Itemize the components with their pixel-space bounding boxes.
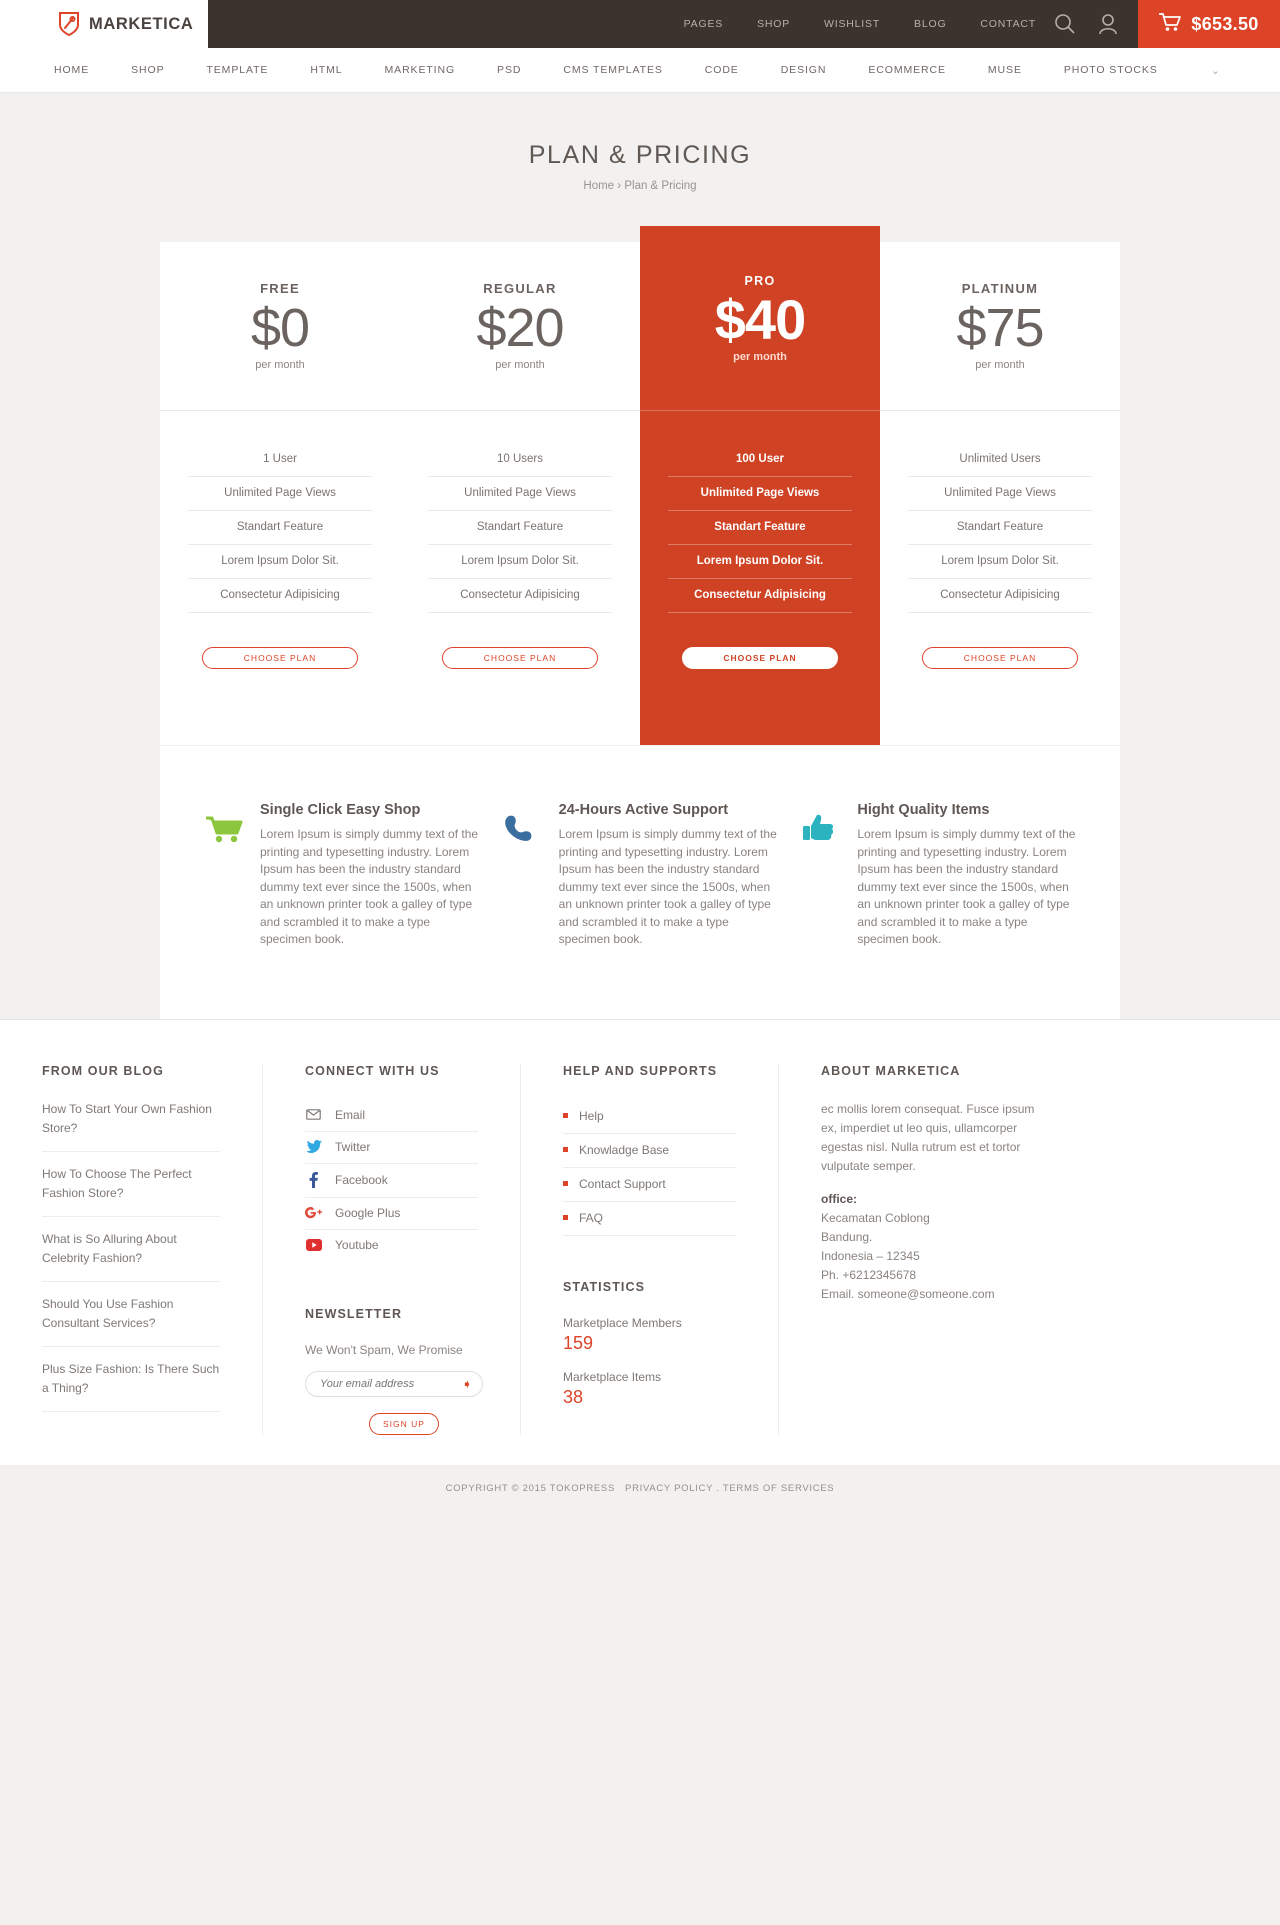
- top-nav-item-wishlist[interactable]: WISHLIST: [824, 18, 881, 30]
- top-nav-item-pages[interactable]: PAGES: [683, 18, 724, 30]
- plan-feature: Unlimited Page Views: [188, 477, 372, 511]
- footer-help-link-faq[interactable]: [563, 1202, 736, 1236]
- nav-item-ecommerce[interactable]: ECOMMERCE: [868, 64, 946, 76]
- footer-social-label: Google Plus: [335, 1205, 401, 1220]
- footer-blog-link[interactable]: Should You Use Fashion Consultant Services?: [42, 1295, 220, 1347]
- footer-social-twitter[interactable]: [305, 1132, 478, 1164]
- bullet-icon: [563, 1147, 568, 1152]
- breadcrumb-home[interactable]: Home: [583, 180, 615, 192]
- plan-body: [880, 411, 1120, 729]
- google-plus-icon: [305, 1207, 322, 1219]
- newsletter-email-input[interactable]: [305, 1371, 483, 1397]
- perk-title: Hight Quality Items: [857, 802, 990, 818]
- top-nav-item-shop[interactable]: SHOP: [757, 18, 791, 30]
- footer-blog-title: FROM OUR BLOG: [42, 1063, 164, 1078]
- plan-name: PRO: [744, 273, 776, 288]
- user-icon[interactable]: [1098, 13, 1118, 35]
- office-line-3: Indonesia – 12345: [821, 1248, 920, 1263]
- plan-name: REGULAR: [483, 281, 557, 296]
- plan-feature: 10 Users: [428, 453, 612, 477]
- office-line-5: Email. someone@someone.com: [821, 1286, 995, 1301]
- plan-feature: Standart Feature: [908, 511, 1092, 545]
- perk-text: Lorem Ipsum is simply dummy text of the printing and typesetting industry. Lorem Ipsum has been the industry standard dummy text ever since the 1500s, when an unknown printer took a galley of type and scrambled it to make a type specimen book.: [857, 827, 1076, 946]
- plan-feature: Unlimited Users: [908, 453, 1092, 477]
- nav-item-muse[interactable]: MUSE: [987, 64, 1022, 76]
- cart-total: $653.50: [1191, 13, 1259, 34]
- stat-label-items: Marketplace Items: [563, 1369, 662, 1384]
- choose-plan-button-pro[interactable]: CHOOSE PLAN: [682, 647, 838, 669]
- content-card: [160, 242, 1120, 1019]
- email-icon: [305, 1109, 322, 1120]
- office-line-1: Kecamatan Coblong: [821, 1210, 930, 1225]
- nav-item-photo-stocks[interactable]: PHOTO STOCKS: [1063, 64, 1158, 76]
- top-bar: [0, 0, 1280, 48]
- breadcrumb-current: Plan & Pricing: [624, 180, 697, 192]
- plan-feature: Standart Feature: [668, 511, 852, 545]
- pricing-plan-platinum: [880, 242, 1120, 745]
- plan-name: FREE: [260, 281, 300, 296]
- nav-item-home[interactable]: HOME: [54, 64, 90, 76]
- stat-label-members: Marketplace Members: [563, 1315, 682, 1330]
- newsletter-subtitle: We Won't Spam, We Promise: [305, 1342, 463, 1357]
- perk-item: [801, 802, 1076, 949]
- footer-blog-link[interactable]: What is So Alluring About Celebrity Fashion?: [42, 1230, 220, 1282]
- copyright-bar: [0, 1465, 1280, 1518]
- plan-feature: Lorem Ipsum Dolor Sit.: [428, 545, 612, 579]
- phone-icon: [503, 802, 545, 949]
- terms-of-services-link[interactable]: TERMS OF SERVICES: [722, 1482, 835, 1494]
- plan-head: [640, 226, 880, 411]
- footer-blog-link[interactable]: Plus Size Fashion: Is There Such a Thing?: [42, 1360, 220, 1412]
- perk-title: Single Click Easy Shop: [260, 802, 421, 818]
- bullet-icon: [563, 1181, 568, 1186]
- footer-blog-link[interactable]: How To Choose The Perfect Fashion Store?: [42, 1165, 220, 1217]
- perk-item: [503, 802, 778, 949]
- top-nav-item-blog[interactable]: BLOG: [914, 18, 947, 30]
- pricing-plan-pro: [640, 226, 880, 745]
- footer-column-about: [778, 1064, 1078, 1435]
- plan-feature: 100 User: [668, 453, 852, 477]
- footer-column-blog: [0, 1064, 262, 1435]
- footer-column-connect: [262, 1064, 520, 1435]
- newsletter-input-wrap: [305, 1371, 483, 1397]
- footer-help-label: Contact Support: [579, 1176, 666, 1191]
- top-nav-item-contact[interactable]: CONTACT: [980, 18, 1036, 30]
- footer-help-title: HELP AND SUPPORTS: [563, 1063, 718, 1078]
- plan-head: [400, 242, 640, 411]
- bullet-icon: [563, 1215, 568, 1220]
- breadcrumb-separator: ›: [617, 180, 622, 192]
- footer-social-label: Facebook: [335, 1172, 388, 1187]
- plan-feature: Unlimited Page Views: [668, 477, 852, 511]
- footer-help-label: Help: [579, 1108, 604, 1123]
- perk-title: 24-Hours Active Support: [558, 802, 729, 818]
- footer-social-youtube[interactable]: [305, 1230, 478, 1261]
- copyright-separator: .: [716, 1482, 720, 1494]
- footer-social-label: Twitter: [335, 1139, 371, 1154]
- main-nav: [0, 48, 1280, 93]
- plan-feature: Unlimited Page Views: [428, 477, 612, 511]
- pricing-plan-free: [160, 242, 400, 745]
- newsletter-signup-button[interactable]: SIGN UP: [369, 1413, 439, 1435]
- logo[interactable]: [0, 0, 208, 48]
- plan-feature: Consectetur Adipisicing: [428, 579, 612, 613]
- nav-item-template[interactable]: TEMPLATE: [206, 64, 269, 76]
- page-title: PLAN & PRICING: [528, 141, 752, 169]
- privacy-policy-link[interactable]: PRIVACY POLICY: [625, 1482, 713, 1494]
- plan-feature: Consectetur Adipisicing: [668, 579, 852, 613]
- plan-feature: 1 User: [188, 453, 372, 477]
- brand-shield-icon: [58, 11, 80, 37]
- search-icon[interactable]: [1054, 13, 1076, 35]
- plan-price: $20: [476, 298, 564, 358]
- nav-item-code[interactable]: CODE: [704, 64, 739, 76]
- nav-item-psd[interactable]: PSD: [497, 64, 522, 76]
- send-arrow-icon[interactable]: ➧: [461, 1376, 472, 1391]
- footer-help-label: Knowladge Base: [579, 1142, 670, 1157]
- nav-item-cms-templates[interactable]: CMS TEMPLATES: [563, 64, 663, 76]
- bullet-icon: [563, 1113, 568, 1118]
- perks-section: [160, 745, 1120, 1019]
- plan-feature: Consectetur Adipisicing: [188, 579, 372, 613]
- plan-body: [160, 411, 400, 729]
- footer-connect-title: CONNECT WITH US: [305, 1063, 440, 1078]
- office-line-2: Bandung.: [821, 1229, 873, 1244]
- page-header: [0, 93, 1280, 222]
- plan-price: $0: [250, 298, 310, 358]
- plan-name: PLATINUM: [961, 281, 1039, 296]
- logo-text: MARKETICA: [89, 14, 194, 33]
- top-icon-group: [1054, 0, 1138, 48]
- chevron-down-icon[interactable]: ⌄: [1210, 64, 1220, 77]
- plan-feature: Consectetur Adipisicing: [908, 579, 1092, 613]
- office-label: office:: [821, 1191, 857, 1206]
- footer-about-text: ec mollis lorem consequat. Fusce ipsum ex, imperdiet ut leo quis, ullamcorper egestas nisl. Nulla rutrum est et tortor vulputate semper.: [821, 1101, 1035, 1173]
- cart-button[interactable]: [1138, 0, 1280, 48]
- plan-head: [160, 242, 400, 411]
- youtube-icon: [305, 1239, 322, 1251]
- footer-help-label: FAQ: [579, 1210, 604, 1225]
- plan-period: per month: [495, 359, 545, 371]
- stat-value-items: 38: [563, 1386, 584, 1407]
- footer-blog-link[interactable]: How To Start Your Own Fashion Store?: [42, 1100, 220, 1152]
- statistics-title: STATISTICS: [563, 1279, 646, 1294]
- copyright-text: COPYRIGHT © 2015 TOKOPRESS: [445, 1482, 615, 1494]
- footer-about-title: ABOUT MARKETICA: [821, 1063, 961, 1078]
- perk-text: Lorem Ipsum is simply dummy text of the printing and typesetting industry. Lorem Ipsum has been the industry standard dummy text ever since the 1500s, when an unknown printer took a galley of type and scrambled it to make a type specimen book.: [558, 827, 777, 946]
- choose-plan-button-free[interactable]: CHOOSE PLAN: [202, 647, 358, 669]
- top-nav: [208, 0, 1054, 48]
- plan-price: $40: [714, 287, 806, 351]
- footer-column-help: [520, 1064, 778, 1435]
- plan-body: [640, 411, 880, 729]
- footer-help-link-knowledge-base[interactable]: [563, 1134, 736, 1168]
- plan-head: [880, 242, 1120, 411]
- perk-text: Lorem Ipsum is simply dummy text of the printing and typesetting industry. Lorem Ipsum has been the industry standard dummy text ever since the 1500s, when an unknown printer took a galley of type and scrambled it to make a type specimen book.: [260, 827, 479, 946]
- footer-help-link-help[interactable]: [563, 1100, 736, 1134]
- nav-item-marketing[interactable]: MARKETING: [384, 64, 456, 76]
- footer-social-email[interactable]: [305, 1100, 478, 1132]
- cart-icon: [1159, 12, 1181, 37]
- footer: [0, 1019, 1280, 1465]
- choose-plan-button-platinum[interactable]: CHOOSE PLAN: [922, 647, 1078, 669]
- footer-social-label: Email: [335, 1107, 366, 1122]
- footer-social-google-plus[interactable]: [305, 1198, 478, 1230]
- stat-value-members: 159: [563, 1332, 594, 1353]
- plan-feature: Standart Feature: [188, 511, 372, 545]
- nav-item-shop[interactable]: SHOP: [131, 64, 165, 76]
- nav-item-html[interactable]: HTML: [310, 64, 343, 76]
- plan-period: per month: [733, 350, 787, 363]
- thumbs-up-icon: [801, 802, 843, 949]
- plan-period: per month: [255, 359, 305, 371]
- facebook-icon: [305, 1172, 322, 1188]
- shopping-cart-icon: [204, 802, 246, 949]
- plan-feature: Lorem Ipsum Dolor Sit.: [188, 545, 372, 579]
- plan-price: $75: [956, 298, 1044, 358]
- breadcrumb: [0, 180, 1280, 192]
- plan-period: per month: [975, 359, 1025, 371]
- nav-item-design[interactable]: DESIGN: [780, 64, 827, 76]
- plan-feature: Standart Feature: [428, 511, 612, 545]
- plan-feature: Unlimited Page Views: [908, 477, 1092, 511]
- footer-social-label: Youtube: [335, 1237, 379, 1252]
- perk-item: [204, 802, 479, 949]
- newsletter-title: NEWSLETTER: [305, 1306, 403, 1321]
- footer-about-office: [821, 1190, 1036, 1304]
- plan-body: [400, 411, 640, 729]
- pricing-table: [160, 242, 1120, 745]
- plan-feature: Lorem Ipsum Dolor Sit.: [908, 545, 1092, 579]
- choose-plan-button-regular[interactable]: CHOOSE PLAN: [442, 647, 598, 669]
- plan-feature: Lorem Ipsum Dolor Sit.: [668, 545, 852, 579]
- pricing-plan-regular: [400, 242, 640, 745]
- footer-help-link-contact-support[interactable]: [563, 1168, 736, 1202]
- footer-social-facebook[interactable]: [305, 1164, 478, 1198]
- twitter-icon: [305, 1140, 322, 1153]
- office-line-4: Ph. +6212345678: [821, 1267, 917, 1282]
